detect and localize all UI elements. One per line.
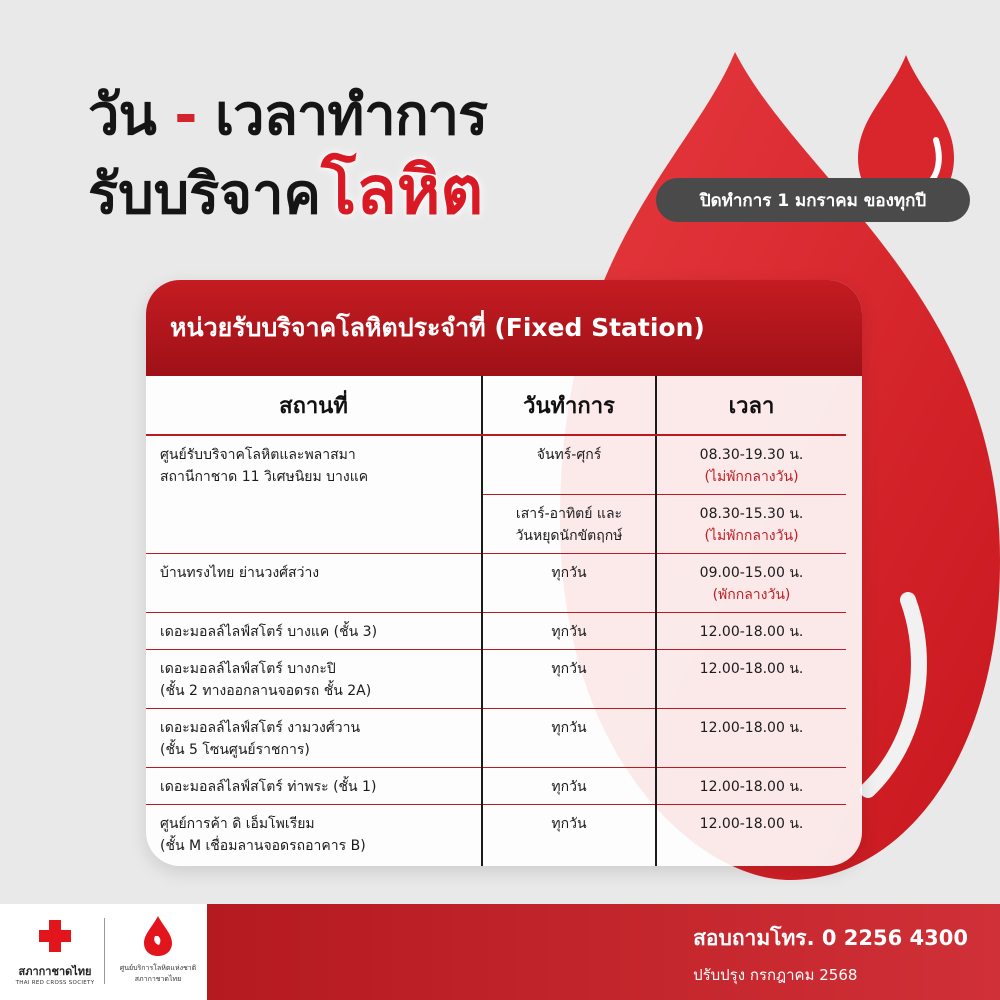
logo-divider (104, 918, 105, 984)
time-cell (656, 435, 846, 495)
closed-notice-badge: ปิดทำการ 1 มกราคม ของทุกปี (656, 178, 970, 222)
time-cell: 12.00-18.00 น. (656, 650, 846, 709)
title-hours: เวลาทำการ (214, 83, 488, 148)
location-name: ศูนย์การค้า ดิ เอ็มโพเรียม (160, 816, 315, 832)
fixed-station-card (146, 280, 862, 866)
thai-red-cross-logo (10, 918, 100, 986)
table-row (146, 650, 846, 709)
logo1-subtitle: THAI RED CROSS SOCIETY (15, 980, 95, 986)
day-value-holiday: วันหยุดนักขัตฤกษ์ (515, 528, 623, 544)
time-cell: 12.00-18.00 น. (656, 709, 846, 768)
table-row (146, 768, 846, 805)
table-header-row (146, 376, 846, 435)
column-header-time: เวลา (656, 376, 846, 435)
footer (0, 904, 1000, 1000)
day-cell: ทุกวัน (482, 613, 656, 650)
location-detail: (ชั้น 2 ทางออกลานจอดรถ ชั้น 2A) (160, 683, 372, 699)
schedule-table (146, 376, 846, 866)
time-note: (ไม่พักกลางวัน) (704, 469, 799, 485)
contact-phone: สอบถามโทร. 0 2256 4300 (693, 926, 968, 950)
red-cross-icon (37, 918, 73, 954)
location-cell (146, 709, 482, 768)
day-cell: ทุกวัน (482, 554, 656, 613)
time-value: 08.30-19.30 น. (699, 447, 804, 463)
day-value: เสาร์-อาทิตย์ และ (515, 506, 623, 522)
day-cell: ทุกวัน (482, 709, 656, 768)
location-cell: เดอะมอลล์ไลฟ์สโตร์ บางแค (ชั้น 3) (146, 613, 482, 650)
footer-contact-band (207, 904, 1000, 1000)
time-cell: 12.00-18.00 น. (656, 805, 846, 867)
location-cell: เดอะมอลล์ไลฟ์สโตร์ ท่าพระ (ชั้น 1) (146, 768, 482, 805)
time-cell (656, 495, 846, 554)
blood-drop-icon (141, 914, 175, 958)
location-cell (146, 650, 482, 709)
card-heading: หน่วยรับบริจาคโลหิตประจำที่ (Fixed Station) (146, 280, 862, 376)
time-cell (656, 554, 846, 613)
time-note: (พักกลางวัน) (712, 587, 791, 603)
time-cell: 12.00-18.00 น. (656, 768, 846, 805)
time-note: (ไม่พักกลางวัน) (704, 528, 799, 544)
title-blood-highlight: โลหิต (320, 152, 484, 229)
table-row (146, 805, 846, 867)
time-value: 09.00-15.00 น. (699, 565, 804, 581)
page-title (88, 83, 488, 229)
table-row (146, 554, 846, 613)
logo1-name: สภากาชาดไทย (18, 965, 92, 978)
column-header-day: วันทำการ (482, 376, 656, 435)
contact-info (693, 922, 968, 987)
day-cell: ทุกวัน (482, 650, 656, 709)
title-day: วัน (88, 83, 156, 148)
time-cell: 12.00-18.00 น. (656, 613, 846, 650)
blood-service-logo (110, 914, 206, 984)
column-header-location: สถานที่ (146, 376, 482, 435)
footer-logos (0, 904, 207, 1000)
location-detail: (ชั้น M เชื่อมลานจอดรถอาคาร B) (160, 838, 366, 854)
location-name: เดอะมอลล์ไลฟ์สโตร์ บางกะปิ (160, 661, 336, 677)
table-row (146, 435, 846, 495)
day-cell: จันทร์-ศุกร์ (482, 435, 656, 495)
table-row (146, 709, 846, 768)
location-detail: สถานีกาชาด 11 วิเศษนิยม บางแค (160, 469, 369, 485)
day-cell: ทุกวัน (482, 768, 656, 805)
location-cell (146, 435, 482, 554)
location-cell: บ้านทรงไทย ย่านวงศ์สว่าง (146, 554, 482, 613)
title-receive: รับบริจาค (88, 162, 321, 227)
logo2-name-line1: ศูนย์บริการโลหิตแห่งชาติ (119, 964, 197, 972)
day-cell: ทุกวัน (482, 805, 656, 867)
logo2-name-line2: สภากาชาดไทย (134, 975, 182, 983)
table-row (146, 613, 846, 650)
time-value: 08.30-15.30 น. (699, 506, 804, 522)
title-dash: - (174, 83, 197, 148)
updated-date: ปรับปรุง กรกฎาคม 2568 (693, 966, 858, 984)
location-name: ศูนย์รับบริจาคโลหิตและพลาสมา (160, 447, 356, 463)
day-cell (482, 495, 656, 554)
location-cell (146, 805, 482, 867)
location-detail: (ชั้น 5 โซนศูนย์ราชการ) (160, 742, 310, 758)
location-name: เดอะมอลล์ไลฟ์สโตร์ งามวงศ์วาน (160, 720, 361, 736)
